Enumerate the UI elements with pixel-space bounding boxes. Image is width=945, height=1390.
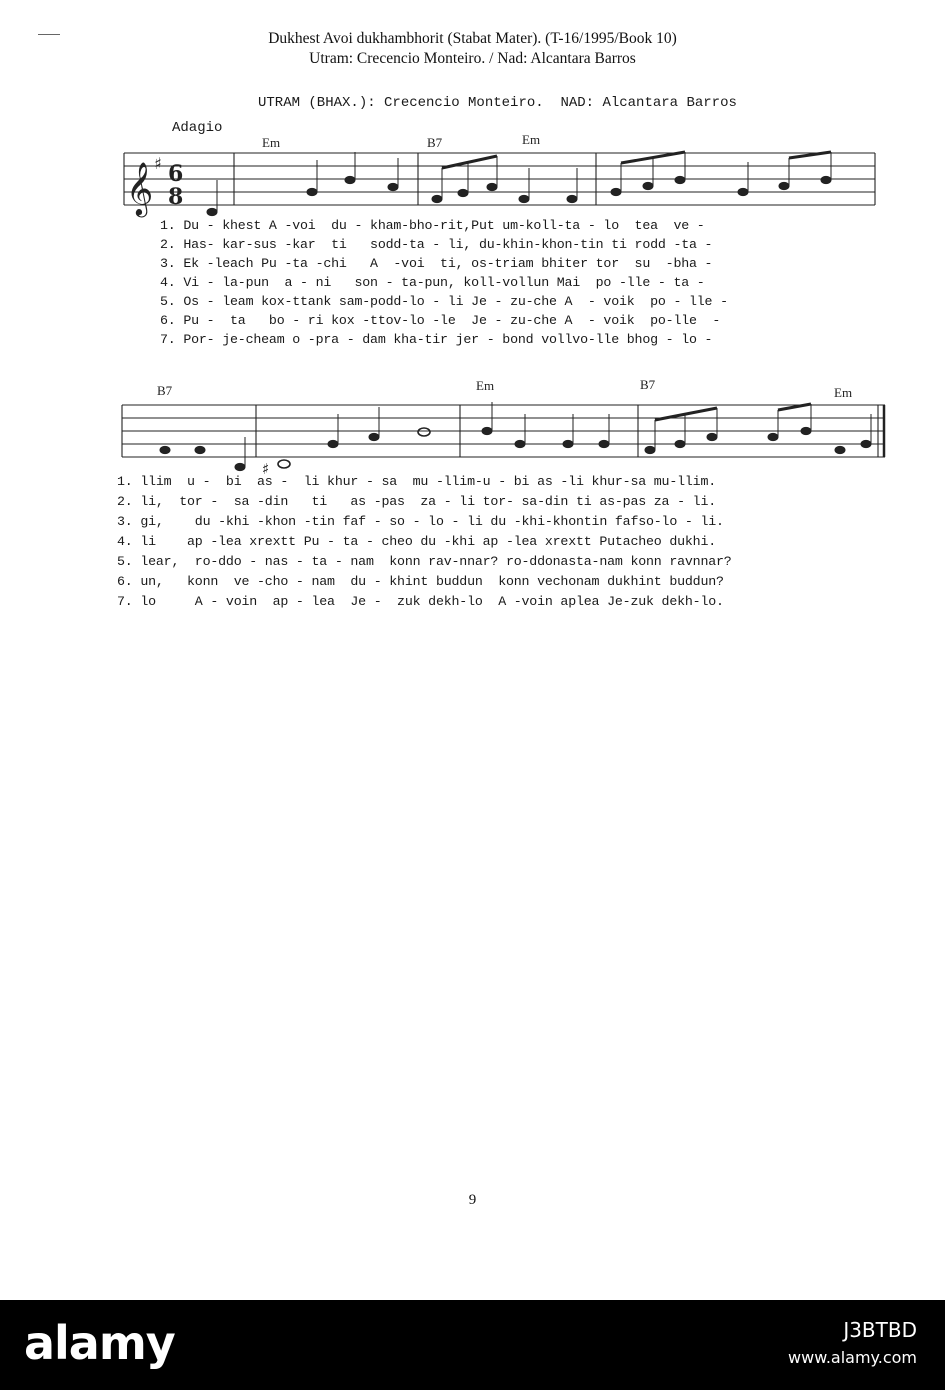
document-subtitle: Utram: Crecencio Monteiro. / Nad: Alcantara Barros [309,50,636,67]
chord-label: B7 [640,377,656,392]
notes-system-2 [160,402,871,478]
verse-line: 3. Ek -leach Pu -ta -chi A -voi ti, os-triam bhiter tor su -bha - [160,256,713,271]
chord-label: B7 [157,383,173,398]
verse-line: 3. gi, du -khi -khon -tin faf - so - lo - li du -khi-khontin fafso-lo - li. [117,514,724,529]
svg-text:♯: ♯ [262,460,270,478]
verse-line: 7. lo A - voin ap - lea Je - zuk dekh-lo A -voin aplea Je-zuk dekh-lo. [117,594,724,609]
document-title: Dukhest Avoi dukhambhorit (Stabat Mater). (T-16/1995/Book 10) [268,30,677,47]
typed-credits: UTRAM (BHAX.): Crecencio Monteiro. NAD: Alcantara Barros [258,95,737,111]
verse-line: 6. Pu - ta bo - ri kox -ttov-lo -le Je - zu-che A - voik po-lle - [160,313,721,328]
chord-label: Em [522,132,541,147]
verse-line: 1. Du - khest A -voi du - kham-bho-rit,Put um-koll-ta - lo tea ve - [160,218,705,233]
time-sig-top: 6 [168,161,184,187]
verse-line: 2. Has- kar-sus -kar ti sodd-ta - li, du-khin-khon-tin ti rodd -ta - [160,237,713,252]
sharp-icon: ♯ [154,154,162,173]
time-sig-bottom: 8 [168,184,184,210]
chord-label: B7 [427,135,443,150]
page-number: 9 [468,1192,477,1208]
notes-system-1 [207,152,831,216]
verse-line: 1. llim u - bi as - li khur - sa mu -llim-u - bi as -li khur-sa mu-llim. [117,474,717,489]
chord-label: Em [834,385,853,400]
chord-label: Em [476,378,495,393]
brand-logo: alamy [24,1316,175,1370]
verse-line: 4. li ap -lea xrextt Pu - ta - cheo du -khi ap -lea xrextt Putacheo dukhi. [117,534,717,549]
verse-line: 6. un, konn ve -cho - nam du - khint buddun konn vechonam dukhint buddun? [117,574,724,589]
verse-line: 2. li, tor - sa -din ti as -pas za - li tor- sa-din ti as-pas za - li. [117,494,717,509]
chord-label: Em [262,135,281,150]
verse-line: 5. Os - leam kox-ttank sam-podd-lo - li Je - zu-che A - voik po - lle - [160,294,728,309]
staff-system-1 [124,153,875,205]
verse-line: 7. Por- je-cheam o -pra - dam kha-tir jer - bond vollvo-lle bhog - lo - [160,332,713,347]
treble-clef-icon: 𝄞 [126,161,154,215]
verse-line: 5. lear, ro-ddo - nas - ta - nam konn rav-nnar? ro-ddonasta-nam konn ravnnar? [117,554,732,569]
image-code: J3BTBD [843,1318,917,1342]
staff-system-2 [122,405,885,457]
watermark-banner [0,1300,945,1390]
brand-url: www.alamy.com [788,1348,917,1367]
tempo-marking: Adagio [172,120,223,136]
verse-line: 4. Vi - la-pun a - ni son - ta-pun, koll-vollun Mai po -lle - ta - [160,275,705,290]
